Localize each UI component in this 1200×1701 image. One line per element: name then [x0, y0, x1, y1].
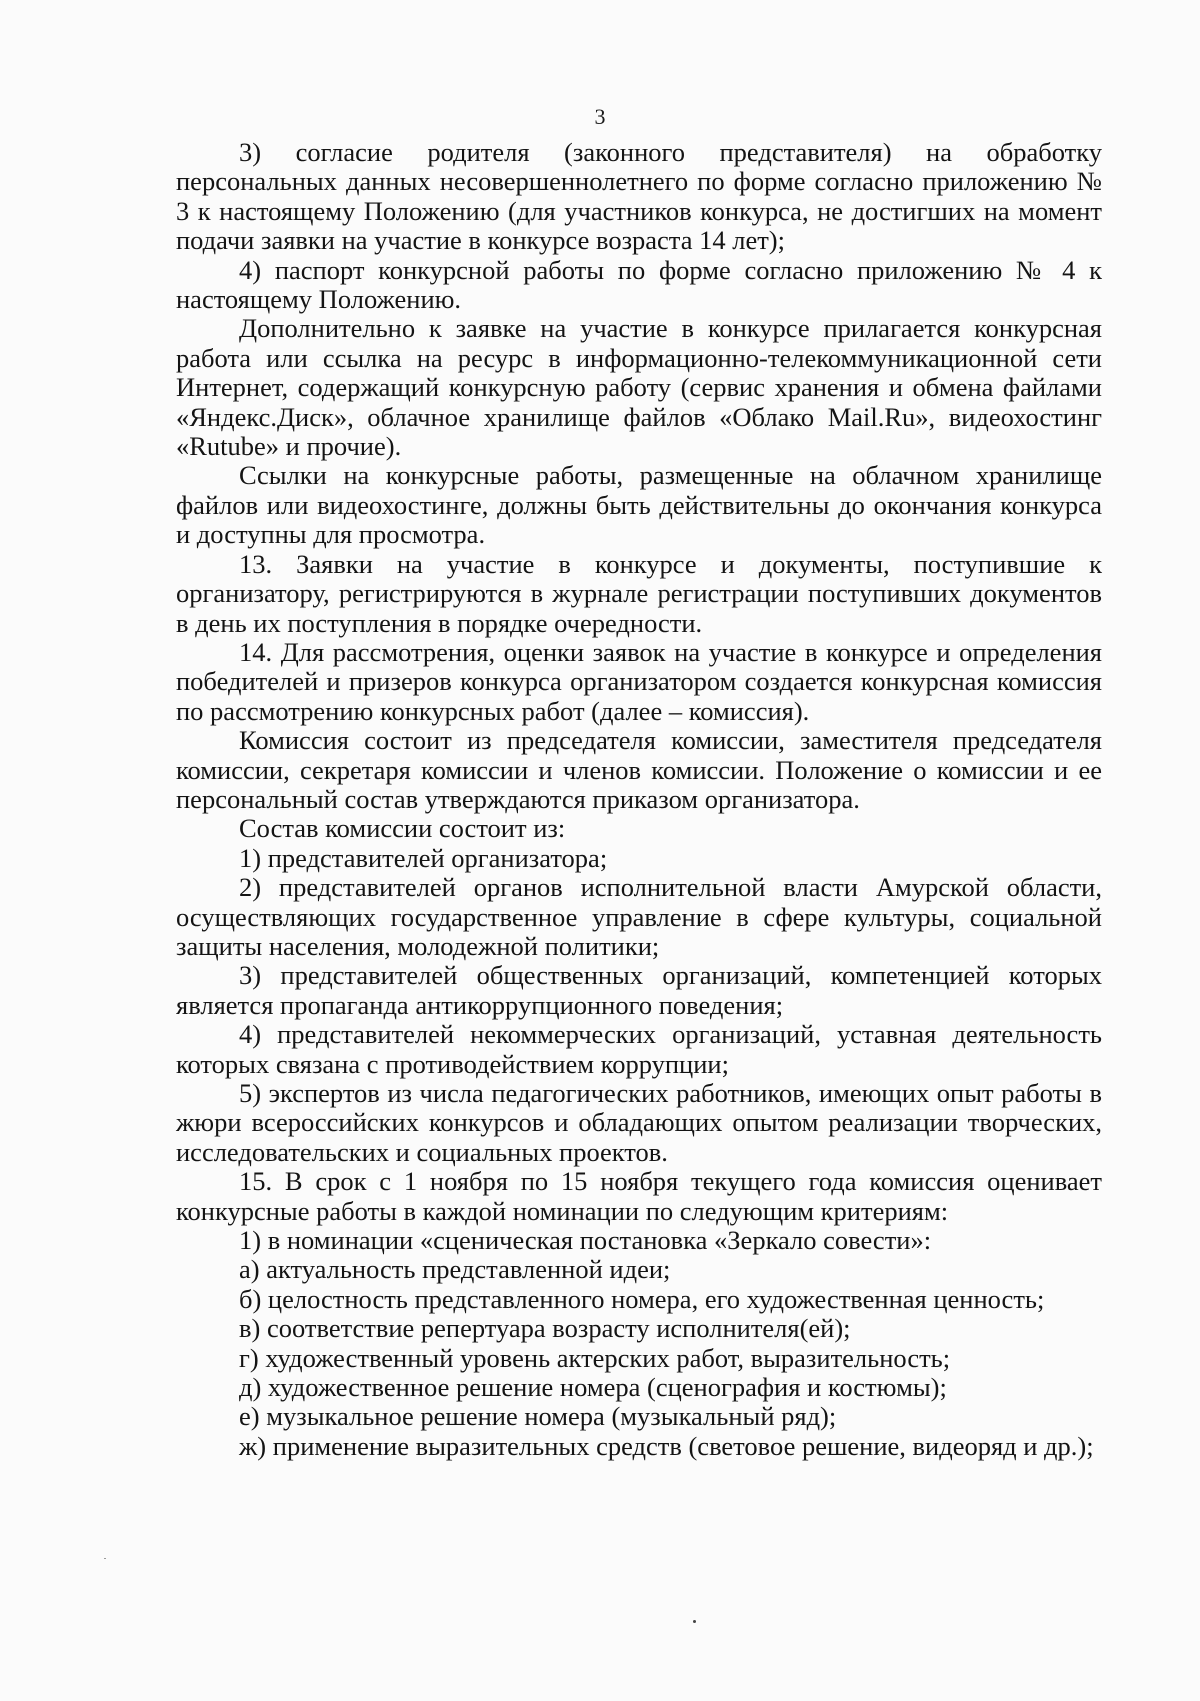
criterion-e: е) музыкальное решение номера (музыкальный ряд); — [239, 1401, 837, 1432]
paragraph-item-14: 14. Для рассмотрения, оценки заявок на участие в конкурсе и определения победителей и призеров конкурса организатором создается конкурсная комиссия по рассмотрению конкурсных работ (далее – комиссия). — [176, 636, 1102, 726]
paragraph-passport: 4) паспорт конкурсной работы по форме согласно приложению № 4 к настоящему Положению. — [176, 254, 1102, 315]
page-number: 3 — [594, 104, 606, 129]
criterion-a: а) актуальность представленной идеи; — [239, 1254, 671, 1285]
paragraph-additional-materials: Дополнительно к заявке на участие в конкурсе прилагается конкурсная работа или ссылка на ресурс в информационно-телекоммуникационной сети Интернет, содержащий конкурсную работу (сервис хранения и обмена файлами «Яндекс.Диск», облачное хранилище файлов «Облако Mail.Ru», видеохостинг «Rutube» и прочие). — [176, 313, 1102, 462]
criterion-d: д) художественное решение номера (сценография и костюмы); — [239, 1372, 947, 1403]
scan-dot — [693, 1620, 696, 1623]
list-item-stage-nomination: 1) в номинации «сценическая постановка «Зеркало совести»: — [239, 1225, 932, 1256]
criterion-v: в) соответствие репертуара возрасту исполнителя(ей); — [239, 1313, 851, 1344]
criterion-b: б) целостность представленного номера, его художественная ценность; — [239, 1283, 1045, 1314]
criterion-g: г) художественный уровень актерских работ, выразительность; — [239, 1342, 951, 1373]
paragraph-commission-composition: Состав комиссии состоит из: — [239, 813, 566, 844]
paragraph-commission-members: Комиссия состоит из председателя комиссии, заместителя председателя комиссии, секретаря комиссии и членов комиссии. Положение о комиссии и ее персональный состав утверждаются приказом организатора. — [176, 725, 1102, 814]
list-item-organizer-reps: 1) представителей организатора; — [239, 842, 608, 873]
list-item-experts: 5) экспертов из числа педагогических работников, имеющих опыт работы в жюри всероссийских конкурсов и обладающих опытом реализации творческих, исследовательских и социальных проектов. — [176, 1078, 1102, 1167]
paragraph-item-13: 13. Заявки на участие в конкурсе и документы, поступившие к организатору, регистрируются в журнале регистрации поступивших документов в день их поступления в порядке очередности. — [176, 548, 1102, 638]
scan-margin-mark — [104, 1558, 106, 1559]
document-body — [176, 138, 1102, 1461]
paragraph-consent: 3) согласие родителя (законного представителя) на обработку персональных данных несовершеннолетнего по форме согласно приложению № 3 к настоящему Положению (для участников конкурса, не достигших на момент подачи заявки на участие в конкурсе возраста 14 лет); — [176, 137, 1102, 256]
paragraph-links-validity: Ссылки на конкурсные работы, размещенные на облачном хранилище файлов или видеохостинге, должны быть действительны до окончания конкурса и доступны для просмотра. — [176, 460, 1102, 550]
list-item-public-org-reps: 3) представителей общественных организаций, компетенцией которых является пропаганда антикоррупционного поведения; — [176, 960, 1102, 1020]
list-item-nonprofit-reps: 4) представителей некоммерческих организаций, уставная деятельность которых связана с противодействием коррупции; — [176, 1019, 1102, 1079]
list-item-executive-reps: 2) представителей органов исполнительной власти Амурской области, осуществляющих государственное управление в сфере культуры, социальной защиты населения, молодежной политики; — [176, 872, 1102, 961]
criterion-zh: ж) применение выразительных средств (световое решение, видеоряд и др.); — [239, 1430, 1094, 1461]
paragraph-item-15: 15. В срок с 1 ноября по 15 ноября текущего года комиссия оценивает конкурсные работы в каждой номинации по следующим критериям: — [176, 1166, 1102, 1226]
